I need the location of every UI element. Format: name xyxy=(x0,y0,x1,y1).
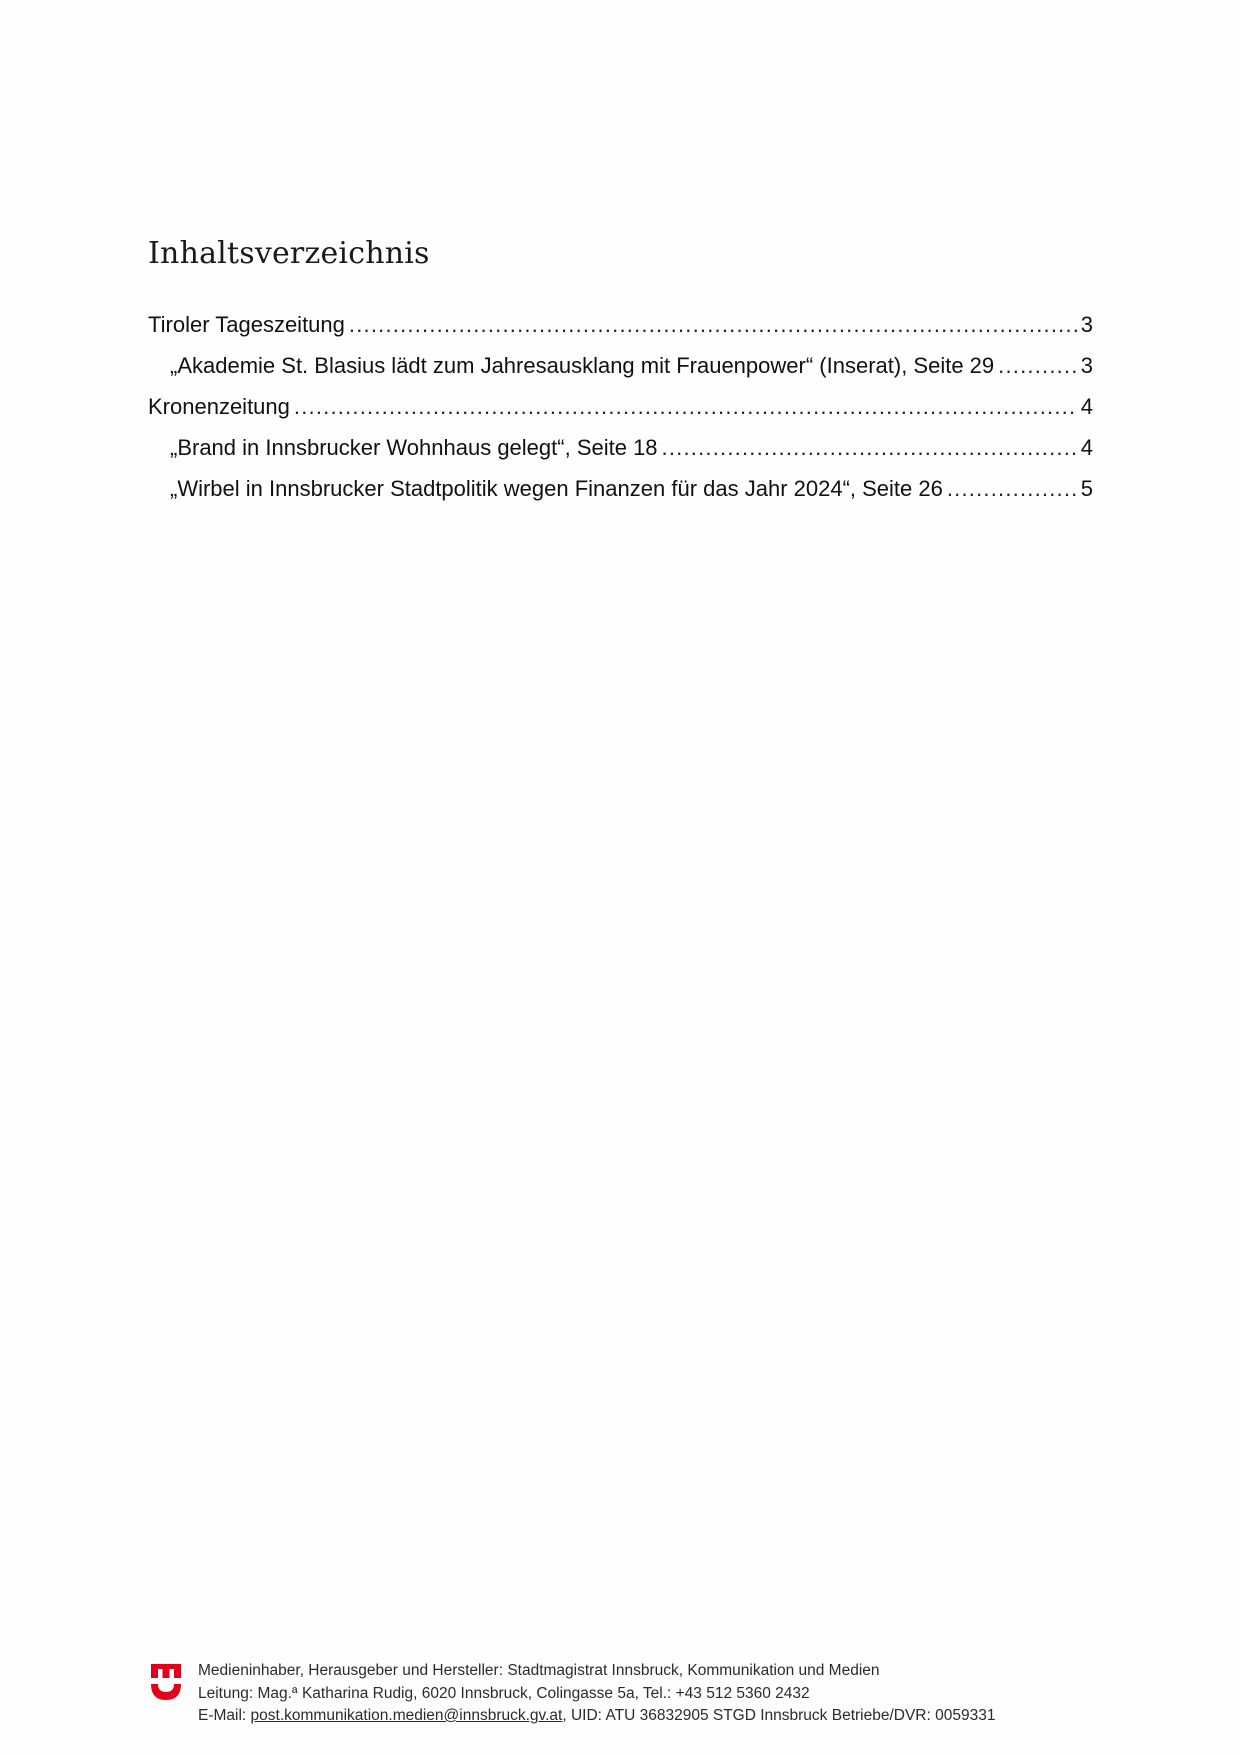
toc-page-number: 3 xyxy=(1080,312,1093,337)
toc-entry-tiroler-tageszeitung[interactable] xyxy=(148,304,1093,345)
toc-entry-brand-wohnhaus[interactable] xyxy=(148,427,1093,468)
toc-dot-leader xyxy=(294,386,1077,427)
footer-imprint xyxy=(198,1660,995,1728)
footer-contact-line xyxy=(198,1705,995,1728)
toc-entry-text: „Brand in Innsbrucker Wohnhaus gelegt“, Seite 18 xyxy=(170,435,658,460)
toc-page-number: 4 xyxy=(1080,394,1093,419)
innsbruck-city-logo-icon xyxy=(150,1662,182,1702)
toc-page-number: 4 xyxy=(1080,435,1093,460)
toc-dot-leader xyxy=(662,427,1077,468)
toc-entry-text: „Wirbel in Innsbrucker Stadtpolitik wegen Finanzen für das Jahr 2024“, Seite 26 xyxy=(170,476,943,501)
footer-management-line: Leitung: Mag.ª Katharina Rudig, 6020 Innsbruck, Colingasse 5a, Tel.: +43 512 5360 2432 xyxy=(198,1684,810,1702)
toc-title: Inhaltsverzeichnis xyxy=(148,236,430,271)
footer-email-link[interactable]: post.kommunikation.medien@innsbruck.gv.at xyxy=(250,1707,563,1724)
footer-registry-info: , UID: ATU 36832905 STGD Innsbruck Betriebe/DVR: 0059331 xyxy=(562,1707,996,1724)
toc-entry-akademie-st-blasius[interactable] xyxy=(148,345,1093,386)
table-of-contents xyxy=(148,304,1093,509)
page-footer xyxy=(150,1660,1100,1730)
toc-entry-text: Tiroler Tageszeitung xyxy=(148,312,345,337)
toc-entry-wirbel-stadtpolitik[interactable] xyxy=(148,468,1093,509)
toc-entry-text: „Akademie St. Blasius lädt zum Jahresausklang mit Frauenpower“ (Inserat), Seite 29 xyxy=(170,353,995,378)
toc-dot-leader xyxy=(998,345,1077,386)
footer-publisher-line: Medieninhaber, Herausgeber und Hersteller: Stadtmagistrat Innsbruck, Kommunikation und Medien xyxy=(198,1662,880,1679)
toc-dot-leader xyxy=(349,304,1077,345)
footer-email-prefix: E-Mail: xyxy=(198,1707,251,1724)
toc-page-number: 3 xyxy=(1080,353,1093,378)
toc-page-number: 5 xyxy=(1080,476,1093,501)
toc-entry-kronenzeitung[interactable] xyxy=(148,386,1093,427)
toc-entry-text: Kronenzeitung xyxy=(148,394,290,419)
toc-dot-leader xyxy=(947,468,1077,509)
